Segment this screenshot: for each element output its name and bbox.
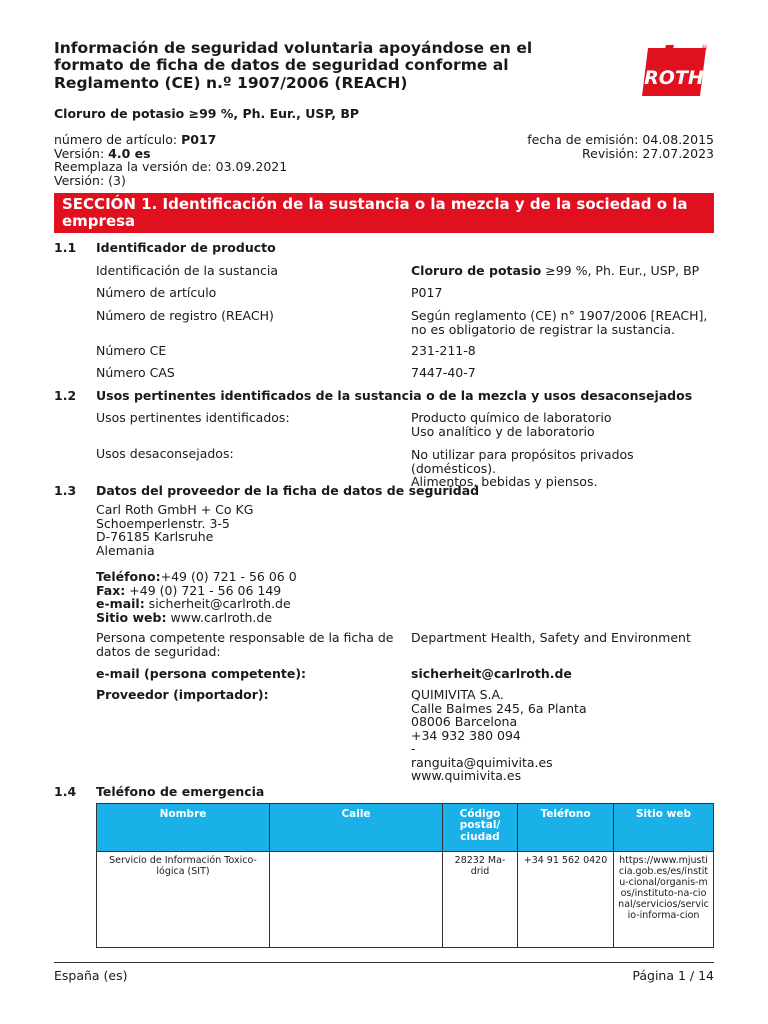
cell-phone: +34 91 562 0420 [518, 851, 614, 947]
supplier-address [96, 503, 297, 624]
field-value: Department Health, Safety and Environment [411, 630, 691, 645]
emergency-contacts-table [96, 803, 714, 948]
subsection-title: Usos pertinentes identificados de la sustancia o de la mezcla y usos desaconsejados [96, 388, 693, 403]
importer-phone: +34 932 380 094 [411, 727, 521, 743]
identified-use: Uso analítico y de laboratorio [411, 423, 595, 439]
substance-grade: ≥99 %, Ph. Eur., USP, BP [541, 263, 700, 278]
product-title: Cloruro de potasio ≥99 %, Ph. Eur., USP, BP [54, 106, 360, 121]
roth-logo [642, 42, 710, 98]
subsection-1-2-heading [54, 389, 692, 403]
importer-city: 08006 Barcelona [411, 714, 518, 729]
cell-website[interactable]: https://www.mjusticia.gob.es/es/institu-cional/organis-mos/instituto-na-cional/servicios/servicio-informa-cion [614, 851, 714, 947]
phone-label: Teléfono: [96, 569, 161, 584]
importer-street: Calle Balmes 245, 6a Planta [411, 700, 587, 716]
footer-country: España (es) [54, 968, 128, 983]
document-title: Información de seguridad voluntaria apoyándose en el formato de ficha de datos de seguridad conforme al Reglamento (CE) n.º 1907/2006 (REACH) [54, 39, 533, 92]
company-name: Carl Roth GmbH + Co KG [96, 502, 254, 517]
version-label: Versión: [54, 145, 105, 161]
page-number: Página 1 / 14 [632, 968, 714, 983]
field-value: sicherheit@carlroth.de [411, 666, 572, 681]
discouraged-use: No utilizar para propósitos privados (domésticos). [411, 447, 634, 476]
subsection-number: 1.1 [54, 240, 77, 255]
field-value: Según reglamento (CE) n° 1907/2006 [REACH], no es obligatorio de registrar la sustancia. [411, 308, 708, 337]
company-country: Alemania [96, 542, 155, 558]
field-label: Número CAS [96, 365, 175, 380]
company-street: Schoemperlenstr. 3-5 [96, 515, 230, 531]
table-row [97, 851, 714, 947]
importer-dash: - [411, 741, 416, 756]
field-label: Número de registro (REACH) [96, 308, 274, 323]
website-label: Sitio web: [96, 609, 167, 625]
subsection-1-3-heading [54, 484, 479, 498]
field-value: 7447-40-7 [411, 365, 476, 380]
subsection-1-1-heading [54, 241, 276, 255]
field-value [411, 411, 721, 438]
field-label: Número CE [96, 343, 167, 358]
version-value: 4.0 es [108, 145, 151, 161]
identified-use: Producto químico de laboratorio [411, 410, 612, 425]
subsection-title: Teléfono de emergencia [96, 784, 265, 799]
discouraged-use: Alimentos, bebidas y piensos. [411, 474, 598, 489]
field-value [411, 264, 721, 278]
field-label: Proveedor (importador): [96, 687, 269, 702]
importer-name: QUIMIVITA S.A. [411, 687, 504, 702]
article-value: P017 [181, 132, 217, 147]
subsection-1-4-heading [54, 785, 264, 799]
column-header: Sitio web [614, 804, 714, 852]
column-header: Nombre [97, 804, 270, 852]
field-value: 231-211-8 [411, 343, 476, 358]
section-1-heading: SECCIÓN 1. Identificación de la sustancia o la mezcla y de la sociedad o la empresa [54, 193, 714, 233]
logo-text: ROTH [644, 67, 704, 89]
footer-divider [54, 962, 714, 963]
field-value: P017 [411, 285, 443, 300]
subsection-number: 1.3 [54, 483, 77, 498]
fax-value: +49 (0) 721 - 56 06 149 [125, 582, 282, 598]
field-label: Persona competente responsable de la ficha de datos de seguridad: [96, 630, 394, 659]
revision-date: Revisión: 27.07.2023 [582, 145, 714, 161]
subsection-title: Datos del proveedor de la ficha de datos de seguridad [96, 483, 480, 498]
email-value: sicherheit@carlroth.de [144, 596, 291, 611]
field-label: Usos desaconsejados: [96, 446, 234, 461]
cell-name: Servicio de Información Toxico-lógica (SIT) [97, 851, 270, 947]
table-header-row [97, 804, 714, 852]
importer-email: ranguita@quimivita.es [411, 754, 553, 770]
website-value: www.carlroth.de [166, 609, 273, 625]
column-header: Calle [270, 804, 443, 852]
logo-registered: ® [701, 44, 708, 52]
previous-version: Versión: (3) [54, 172, 126, 188]
company-city: D-76185 Karlsruhe [96, 529, 214, 544]
cell-street [270, 851, 443, 947]
importer-address [411, 688, 721, 783]
importer-web: www.quimivita.es [411, 768, 522, 783]
field-label: Número de artículo [96, 285, 217, 300]
field-label: Identificación de la sustancia [96, 263, 279, 278]
field-label: e-mail (persona competente): [96, 666, 307, 681]
field-label: Usos pertinentes identificados: [96, 410, 290, 425]
cell-postal: 28232 Ma-drid [443, 851, 518, 947]
replaces-version: Reemplaza la versión de: 03.09.2021 [54, 159, 288, 174]
column-header: Código postal/ ciudad [443, 804, 518, 852]
meta-right [527, 133, 714, 160]
subsection-number: 1.2 [54, 388, 77, 403]
phone-value: +49 (0) 721 - 56 06 0 [160, 569, 297, 584]
meta-left [54, 133, 287, 187]
subsection-title: Identificador de producto [96, 240, 276, 255]
article-label: número de artículo: [54, 132, 178, 147]
column-header: Teléfono [518, 804, 614, 852]
substance-name: Cloruro de potasio [411, 263, 542, 278]
fax-label: Fax: [96, 582, 126, 598]
subsection-number: 1.4 [54, 784, 77, 799]
issue-date: fecha de emisión: 04.08.2015 [527, 132, 714, 147]
email-label: e-mail: [96, 596, 145, 611]
